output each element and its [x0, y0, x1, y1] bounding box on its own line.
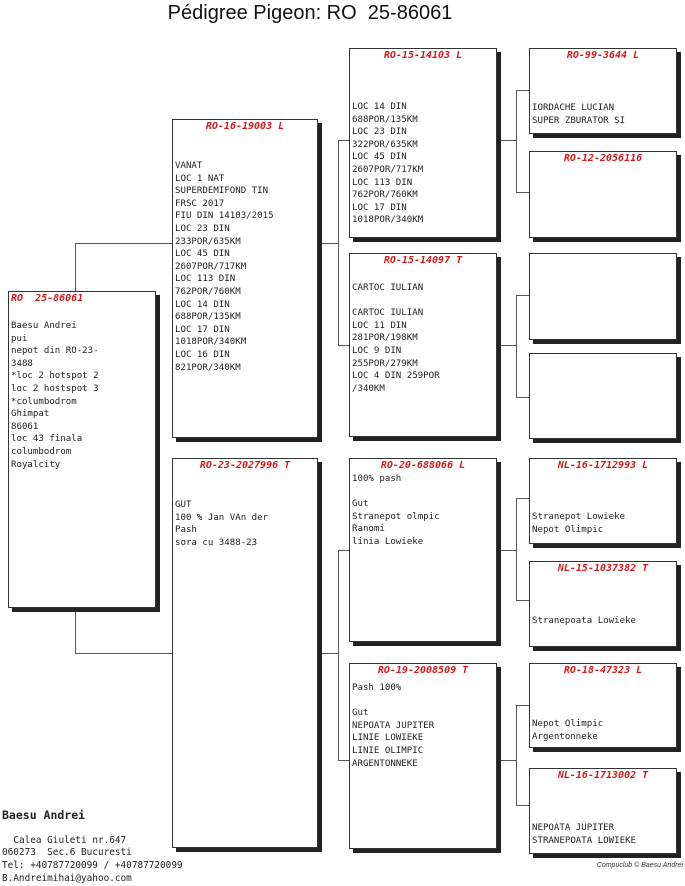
great-grandparent-card-8	[529, 768, 677, 854]
pigeon-info: Stranepoata Lowieke	[532, 616, 637, 626]
connector-line	[501, 345, 516, 346]
connector-line	[338, 550, 349, 551]
connector-line	[501, 550, 516, 551]
great-grandparent-card-3	[529, 253, 677, 340]
ring-number: NL-15-1037382 T	[557, 563, 649, 574]
connector-line	[338, 760, 349, 761]
ring-number: NL-16-1712993 L	[557, 460, 649, 471]
ring-number: NL-16-1713002 T	[557, 770, 649, 781]
connector-line	[516, 90, 529, 91]
great-grandparent-card-6	[529, 561, 677, 647]
footer-credit: Compuclub © Baesu Andrei	[596, 862, 683, 869]
sire-sire-card	[349, 48, 497, 238]
connector-line	[516, 90, 517, 192]
sire-card	[172, 119, 318, 438]
dam-sire-card	[349, 458, 497, 642]
connector-line	[516, 295, 517, 397]
connector-line	[516, 192, 529, 193]
dam-dam-card	[349, 663, 497, 849]
connector-line	[516, 705, 517, 805]
pigeon-info: IORDACHE LUCIAN SUPER ZBURATOR SI	[532, 103, 626, 126]
subject-card	[8, 291, 156, 608]
great-grandparent-card-4	[529, 353, 677, 439]
pigeon-info: Nepot Olimpic Argentonneke	[532, 719, 604, 742]
pigeon-info: 100% pash Gut Stranepot olmpic Ranomi linia Lowieke	[352, 474, 440, 547]
great-grandparent-card-5	[529, 458, 677, 544]
great-grandparent-card-1	[529, 48, 677, 134]
owner-name: Baesu Andrei	[2, 808, 86, 823]
great-grandparent-card-7	[529, 663, 677, 748]
ring-number: RO-15-14103 L	[383, 50, 463, 61]
connector-line	[75, 608, 76, 653]
dam-card	[172, 458, 318, 848]
sire-dam-card	[349, 253, 497, 437]
ring-number: RO-18-47323 L	[563, 665, 643, 676]
connector-line	[75, 653, 172, 654]
connector-line	[516, 705, 529, 706]
connector-line	[516, 805, 529, 806]
connector-line	[338, 140, 349, 141]
ring-number: RO-20-688066 L	[380, 460, 466, 471]
connector-line	[75, 243, 172, 244]
ring-number: RO-15-14097 T	[383, 255, 463, 266]
connector-line	[501, 140, 516, 141]
owner-details: Calea Giuleti nr.647 060273 Sec.6 Bucuresti Tel: +40787720099 / +40787720099 B.Andreimihai@yahoo.com	[2, 834, 183, 884]
connector-line	[516, 600, 529, 601]
ring-number: RO-99-3644 L	[566, 50, 640, 61]
ring-number: RO-16-19003 L	[205, 121, 285, 132]
connector-line	[338, 345, 349, 346]
connector-line	[516, 295, 529, 296]
connector-line	[501, 760, 516, 761]
pigeon-info: Pash 100% Gut NEPOATA JUPITER LINIE LOWIEKE LINIE OLIMPIC ARGENTONNEKE	[352, 683, 435, 769]
connector-line	[322, 653, 338, 654]
pigeon-info: LOC 14 DIN 688POR/135KM LOC 23 DIN 322POR/635KM LOC 45 DIN 2607POR/717KM LOC 113 DIN 762POR/760KM LOC 17 DIN 1018POR/340KM	[352, 102, 424, 226]
connector-line	[516, 498, 517, 600]
ring-number: RO 25-86061	[11, 293, 84, 304]
ring-number: RO-23-2027996 T	[199, 460, 291, 471]
connector-line	[516, 498, 529, 499]
connector-line	[338, 140, 339, 345]
great-grandparent-card-2	[529, 151, 677, 238]
pigeon-info: Baesu Andrei pui nepot din RO-23- 3488 *loc 2 hotspot 2 loc 2 hostspot 3 *columbodrom Ghimpat 86061 loc 43 finala columbodrom Royalcity	[11, 321, 99, 470]
pigeon-info: Stranepot Lowieke Nepot Olimpic	[532, 512, 626, 535]
connector-line	[322, 243, 338, 244]
ring-number: RO-12-2056116	[563, 153, 643, 164]
connector-line	[75, 243, 76, 291]
pigeon-info: GUT 100 % Jan VAn der Pash sora cu 3488-23	[175, 500, 269, 548]
pigeon-info: CARTOC IULIAN CARTOC IULIAN LOC 11 DIN 281POR/198KM LOC 9 DIN 255POR/279KM LOC 4 DIN 259POR /340KM	[352, 283, 440, 394]
connector-line	[516, 397, 529, 398]
connector-line	[338, 550, 339, 760]
ring-number: RO-19-2008509 T	[377, 665, 469, 676]
pigeon-info: VANAT LOC 1 NAT SUPERDEMIFOND TIN FRSC 2017 FIU DIN 14103/2015 LOC 23 DIN 233POR/635KM LOC 45 DIN 2607POR/717KM LOC 113 DIN 762POR/760KM LOC 14 DIN 688POR/135KM LOC 17 DIN 1018POR/340KM LOC 16 DIN 821POR/340KM	[175, 161, 274, 373]
pigeon-info: NEPOATA JUPITER STRANEPOATA LOWIEKE	[532, 823, 637, 846]
owner-block	[2, 783, 183, 885]
page-title: Pédigree Pigeon: RO 25-86061	[167, 2, 453, 24]
